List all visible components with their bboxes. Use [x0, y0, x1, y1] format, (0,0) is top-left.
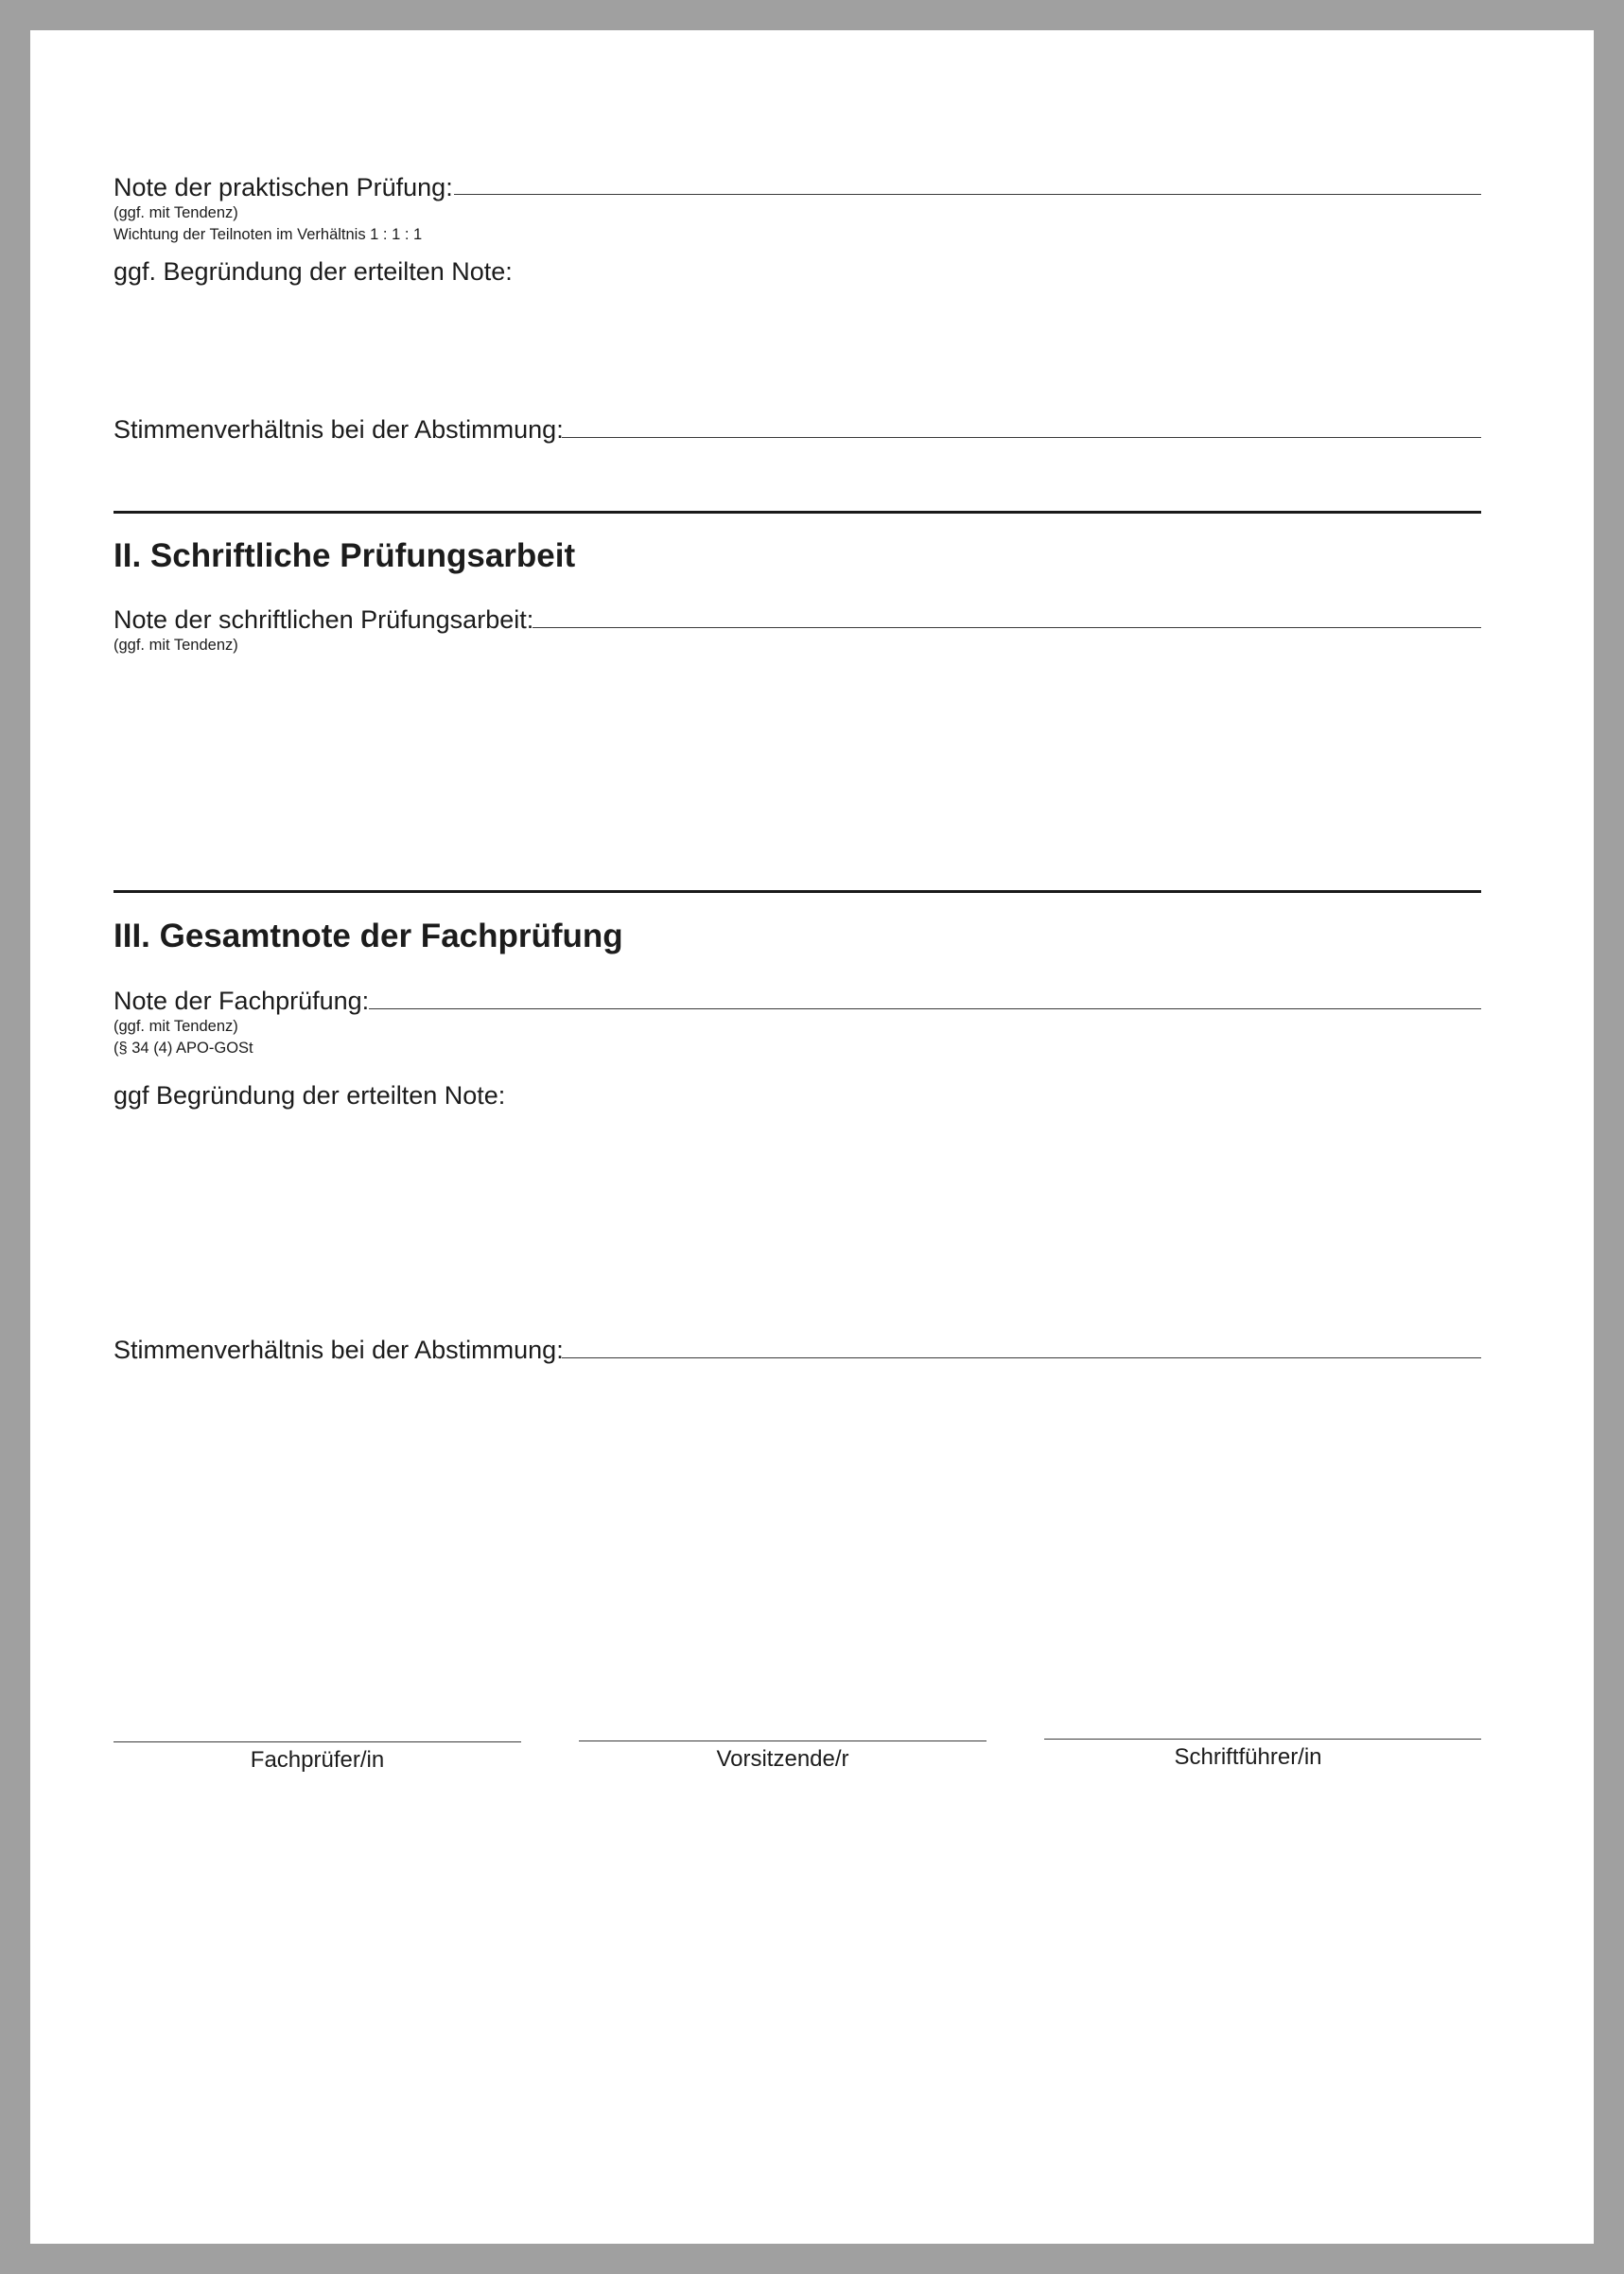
practical-vote-label: Stimmenverhältnis bei der Abstimmung:: [114, 415, 564, 444]
overall-vote-label: Stimmenverhältnis bei der Abstimmung:: [114, 1336, 564, 1364]
practical-grade-hint-tendency: (ggf. mit Tendenz): [114, 204, 238, 221]
overall-grade-label: Note der Fachprüfung:: [114, 987, 370, 1015]
signature-label-secretary: Schriftführer/in: [1174, 1744, 1322, 1770]
section-divider-1: [114, 511, 1481, 514]
written-grade-hint-tendency: (ggf. mit Tendenz): [114, 637, 238, 654]
practical-grade-hint-weighting: Wichtung der Teilnoten im Verhältnis 1 : 1 : 1: [114, 226, 423, 243]
overall-section-heading: III. Gesamtnote der Fachprüfung: [114, 918, 623, 954]
practical-justification-label: ggf. Begründung der erteilten Note:: [114, 257, 513, 286]
practical-grade-field[interactable]: [454, 194, 1481, 195]
signature-label-chair: Vorsitzende/r: [716, 1746, 849, 1772]
signature-line-secretary[interactable]: [1044, 1739, 1481, 1740]
signature-line-examiner[interactable]: [114, 1741, 521, 1742]
overall-vote-field[interactable]: [562, 1357, 1481, 1358]
overall-justification-area[interactable]: [114, 1124, 1481, 1327]
practical-vote-field[interactable]: [562, 437, 1481, 438]
written-section-heading: II. Schriftliche Prüfungsarbeit: [114, 537, 576, 574]
signature-label-examiner: Fachprüfer/in: [250, 1747, 385, 1773]
section-divider-2: [114, 890, 1481, 893]
overall-grade-hint-tendency: (ggf. mit Tendenz): [114, 1018, 238, 1035]
practical-justification-area[interactable]: [114, 300, 1481, 413]
practical-grade-label: Note der praktischen Prüfung:: [114, 173, 453, 201]
written-grade-label: Note der schriftlichen Prüfungsarbeit:: [114, 605, 534, 634]
signature-line-chair[interactable]: [579, 1740, 987, 1741]
form-page: [30, 30, 1594, 2244]
overall-grade-hint-regulation: (§ 34 (4) APO-GOSt: [114, 1040, 253, 1057]
overall-grade-field[interactable]: [369, 1008, 1481, 1009]
written-grade-field[interactable]: [533, 627, 1481, 628]
overall-justification-label: ggf Begründung der erteilten Note:: [114, 1081, 506, 1110]
